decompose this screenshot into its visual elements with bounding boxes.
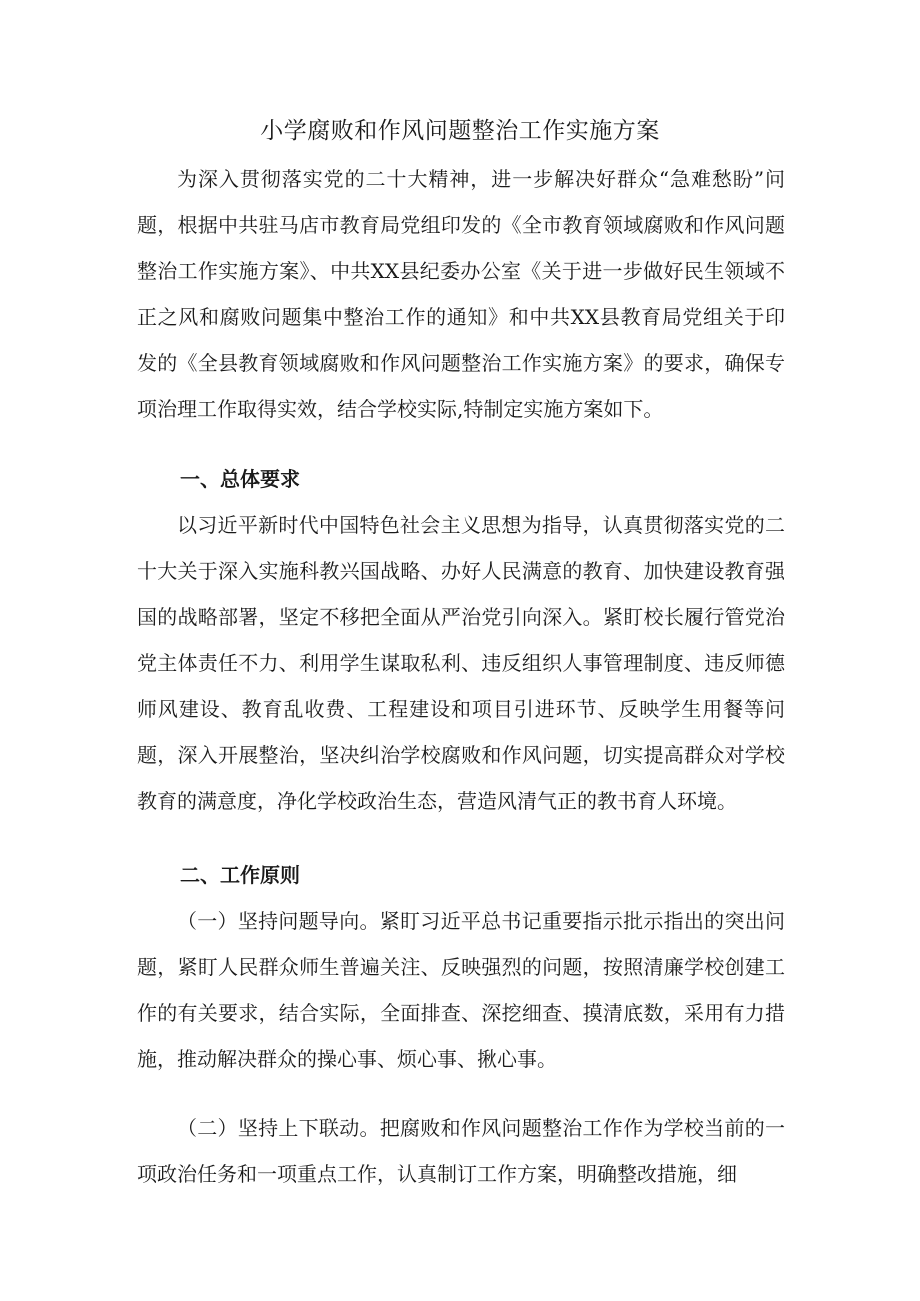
principle-paragraph-1: （一）坚持问题导向。紧盯习近平总书记重要指示批示指出的突出问题，紧盯人民群众师生普遍关注、反映强烈的问题，按照清廉学校创建工作的有关要求，结合实际，全面排查、深挖细查、摸清底数，采用有力措施，推动解决群众的操心事、烦心事、揪心事。 — [137, 909, 785, 1071]
principle-paragraph-2: （二）坚持上下联动。把腐败和作风问题整治工作作为学校当前的一项政治任务和一项重点工作，认真制订工作方案，明确整改措施，细 — [137, 1116, 785, 1186]
section-heading-work-principles: 二、工作原则 — [180, 863, 300, 887]
general-requirements-paragraph: 以习近平新时代中国特色社会主义思想为指导，认真贯彻落实党的二十大关于深入实施科教兴国战略、办好人民满意的教育、加快建设教育强国的战略部署，坚定不移把全面从严治党引向深入。紧盯校长履行管党治党主体责任不力、利用学生谋取私利、违反组织人事管理制度、违反师德师风建设、教育乱收费、工程建设和项目引进环节、反映学生用餐等问题，深入开展整治，坚决纠治学校腐败和作风问题，切实提高群众对学校教育的满意度，净化学校政治生态，营造风清气正的教书育人环境。 — [137, 513, 785, 813]
section-heading-general-requirements: 一、总体要求 — [180, 467, 300, 491]
document-title: 小学腐败和作风问题整治工作实施方案 — [260, 118, 660, 144]
intro-paragraph: 为深入贯彻落实党的二十大精神，进一步解决好群众“急难愁盼”问题，根据中共驻马店市教育局党组印发的《全市教育领域腐败和作风问题整治工作实施方案》、中共XX县纪委办公室《关于进一步做好民生领域不正之风和腐败问题集中整治工作的通知》和中共XX县教育局党组关于印发的《全县教育领域腐败和作风问题整治工作实施方案》的要求，确保专项治理工作取得实效，结合学校实际,特制定实施方案如下。 — [137, 167, 785, 421]
